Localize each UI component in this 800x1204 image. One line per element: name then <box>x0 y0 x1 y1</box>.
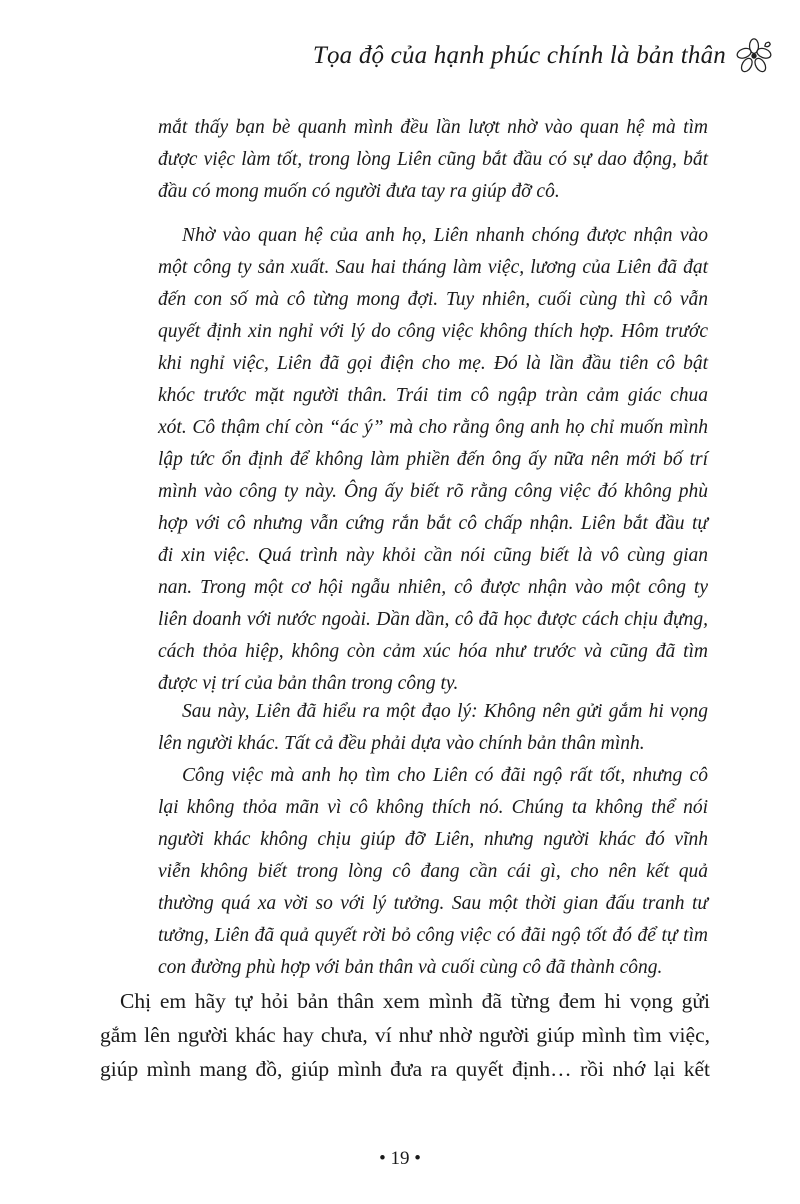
running-header <box>313 38 772 74</box>
text-line: xót. Cô thậm chí còn “ác ý” mà cho rằng ông anh họ chỉ muốn mình <box>158 417 708 438</box>
text-line: gắm lên người khác hay chưa, ví như nhờ người giúp mình tìm việc, <box>100 1023 710 1047</box>
text-line: liên doanh với nước ngoài. Dần dần, cô đã học được cách chịu đựng, <box>158 609 708 630</box>
page-number: • 19 • <box>379 1148 421 1169</box>
text-line: được việc làm tốt, trong lòng Liên cũng bắt đầu có sự dao động, bắt <box>158 149 708 170</box>
text-line: được vị trí của bản thân trong công ty. <box>158 673 459 694</box>
text-line: quyết định xin nghỉ với lý do công việc không thích hợp. Hôm trước <box>158 321 708 342</box>
text-line: đến con số mà cô từng mong đợi. Tuy nhiên, cuối cùng thì cô vẫn <box>158 289 708 310</box>
text-line: lại không thỏa mãn vì cô không thích nó. Chúng ta không thể nói <box>158 797 708 818</box>
text-line: tưởng, Liên đã quả quyết rời bỏ công việc có đãi ngộ tốt đó để tự tìm <box>158 925 708 946</box>
story-paragraph <box>158 696 708 760</box>
text-line: khóc trước mặt người thân. Trái tim cô ngập tràn cảm giác chua <box>158 385 708 406</box>
book-title: Tọa độ của hạnh phúc chính là bản thân <box>312 42 726 69</box>
text-line: đầu có mong muốn có người đưa tay ra giúp đỡ cô. <box>158 181 560 202</box>
text-line: người khác không chịu giúp đỡ Liên, nhưng người khác đó vĩnh <box>158 829 708 850</box>
story-paragraph <box>158 112 708 208</box>
text-line: Chị em hãy tự hỏi bản thân xem mình đã từng đem hi vọng gửi <box>120 989 710 1013</box>
text-line: giúp mình mang đồ, giúp mình đưa ra quyết định… rồi nhớ lại kết <box>100 1057 710 1081</box>
text-line: con đường phù hợp với bản thân và cuối cùng cô đã thành công. <box>158 957 663 978</box>
text-line: hợp với cô nhưng vẫn cứng rắn bắt cô chấp nhận. Liên bắt đầu tự <box>158 513 708 534</box>
text-line: mình vào công ty này. Ông ấy biết rõ rằng công việc đó không phù <box>158 481 708 502</box>
main-paragraph <box>100 984 710 1086</box>
story-block <box>158 112 708 984</box>
story-paragraph <box>158 220 708 700</box>
text-line: Công việc mà anh họ tìm cho Liên có đãi ngộ rất tốt, nhưng cô <box>182 765 708 786</box>
text-line: một công ty sản xuất. Sau hai tháng làm việc, lương của Liên đã đạt <box>158 257 708 278</box>
text-line: Sau này, Liên đã hiểu ra một đạo lý: Không nên gửi gắm hi vọng <box>182 701 708 722</box>
text-line: viễn không biết trong lòng cô đang cần cái gì, cho nên kết quả <box>158 861 708 882</box>
story-paragraph <box>158 760 708 984</box>
text-line: Nhờ vào quan hệ của anh họ, Liên nhanh chóng được nhận vào <box>182 225 708 246</box>
text-line: lên người khác. Tất cả đều phải dựa vào chính bản thân mình. <box>158 733 645 754</box>
text-line: đi xin việc. Quá trình này khỏi cần nói cũng biết là vô cùng gian <box>158 545 708 566</box>
text-line: mắt thấy bạn bè quanh mình đều lần lượt nhờ vào quan hệ mà tìm <box>158 117 708 138</box>
text-line: lập tức ổn định để không làm phiền đến ông ấy nữa nên mới bố trí <box>158 449 708 470</box>
text-line: cách thỏa hiệp, không còn cảm xúc hóa như trước và cũng đã tìm <box>158 641 708 662</box>
text-line: khi nghỉ việc, Liên đã gọi điện cho mẹ. Đó là lần đầu tiên cô bật <box>158 353 708 374</box>
text-line: nan. Trong một cơ hội ngẫu nhiên, cô được nhận vào một công ty <box>158 577 708 598</box>
flower-icon <box>736 38 772 74</box>
text-line: thường quá xa vời so với lý tưởng. Sau một thời gian đấu tranh tư <box>158 893 708 914</box>
